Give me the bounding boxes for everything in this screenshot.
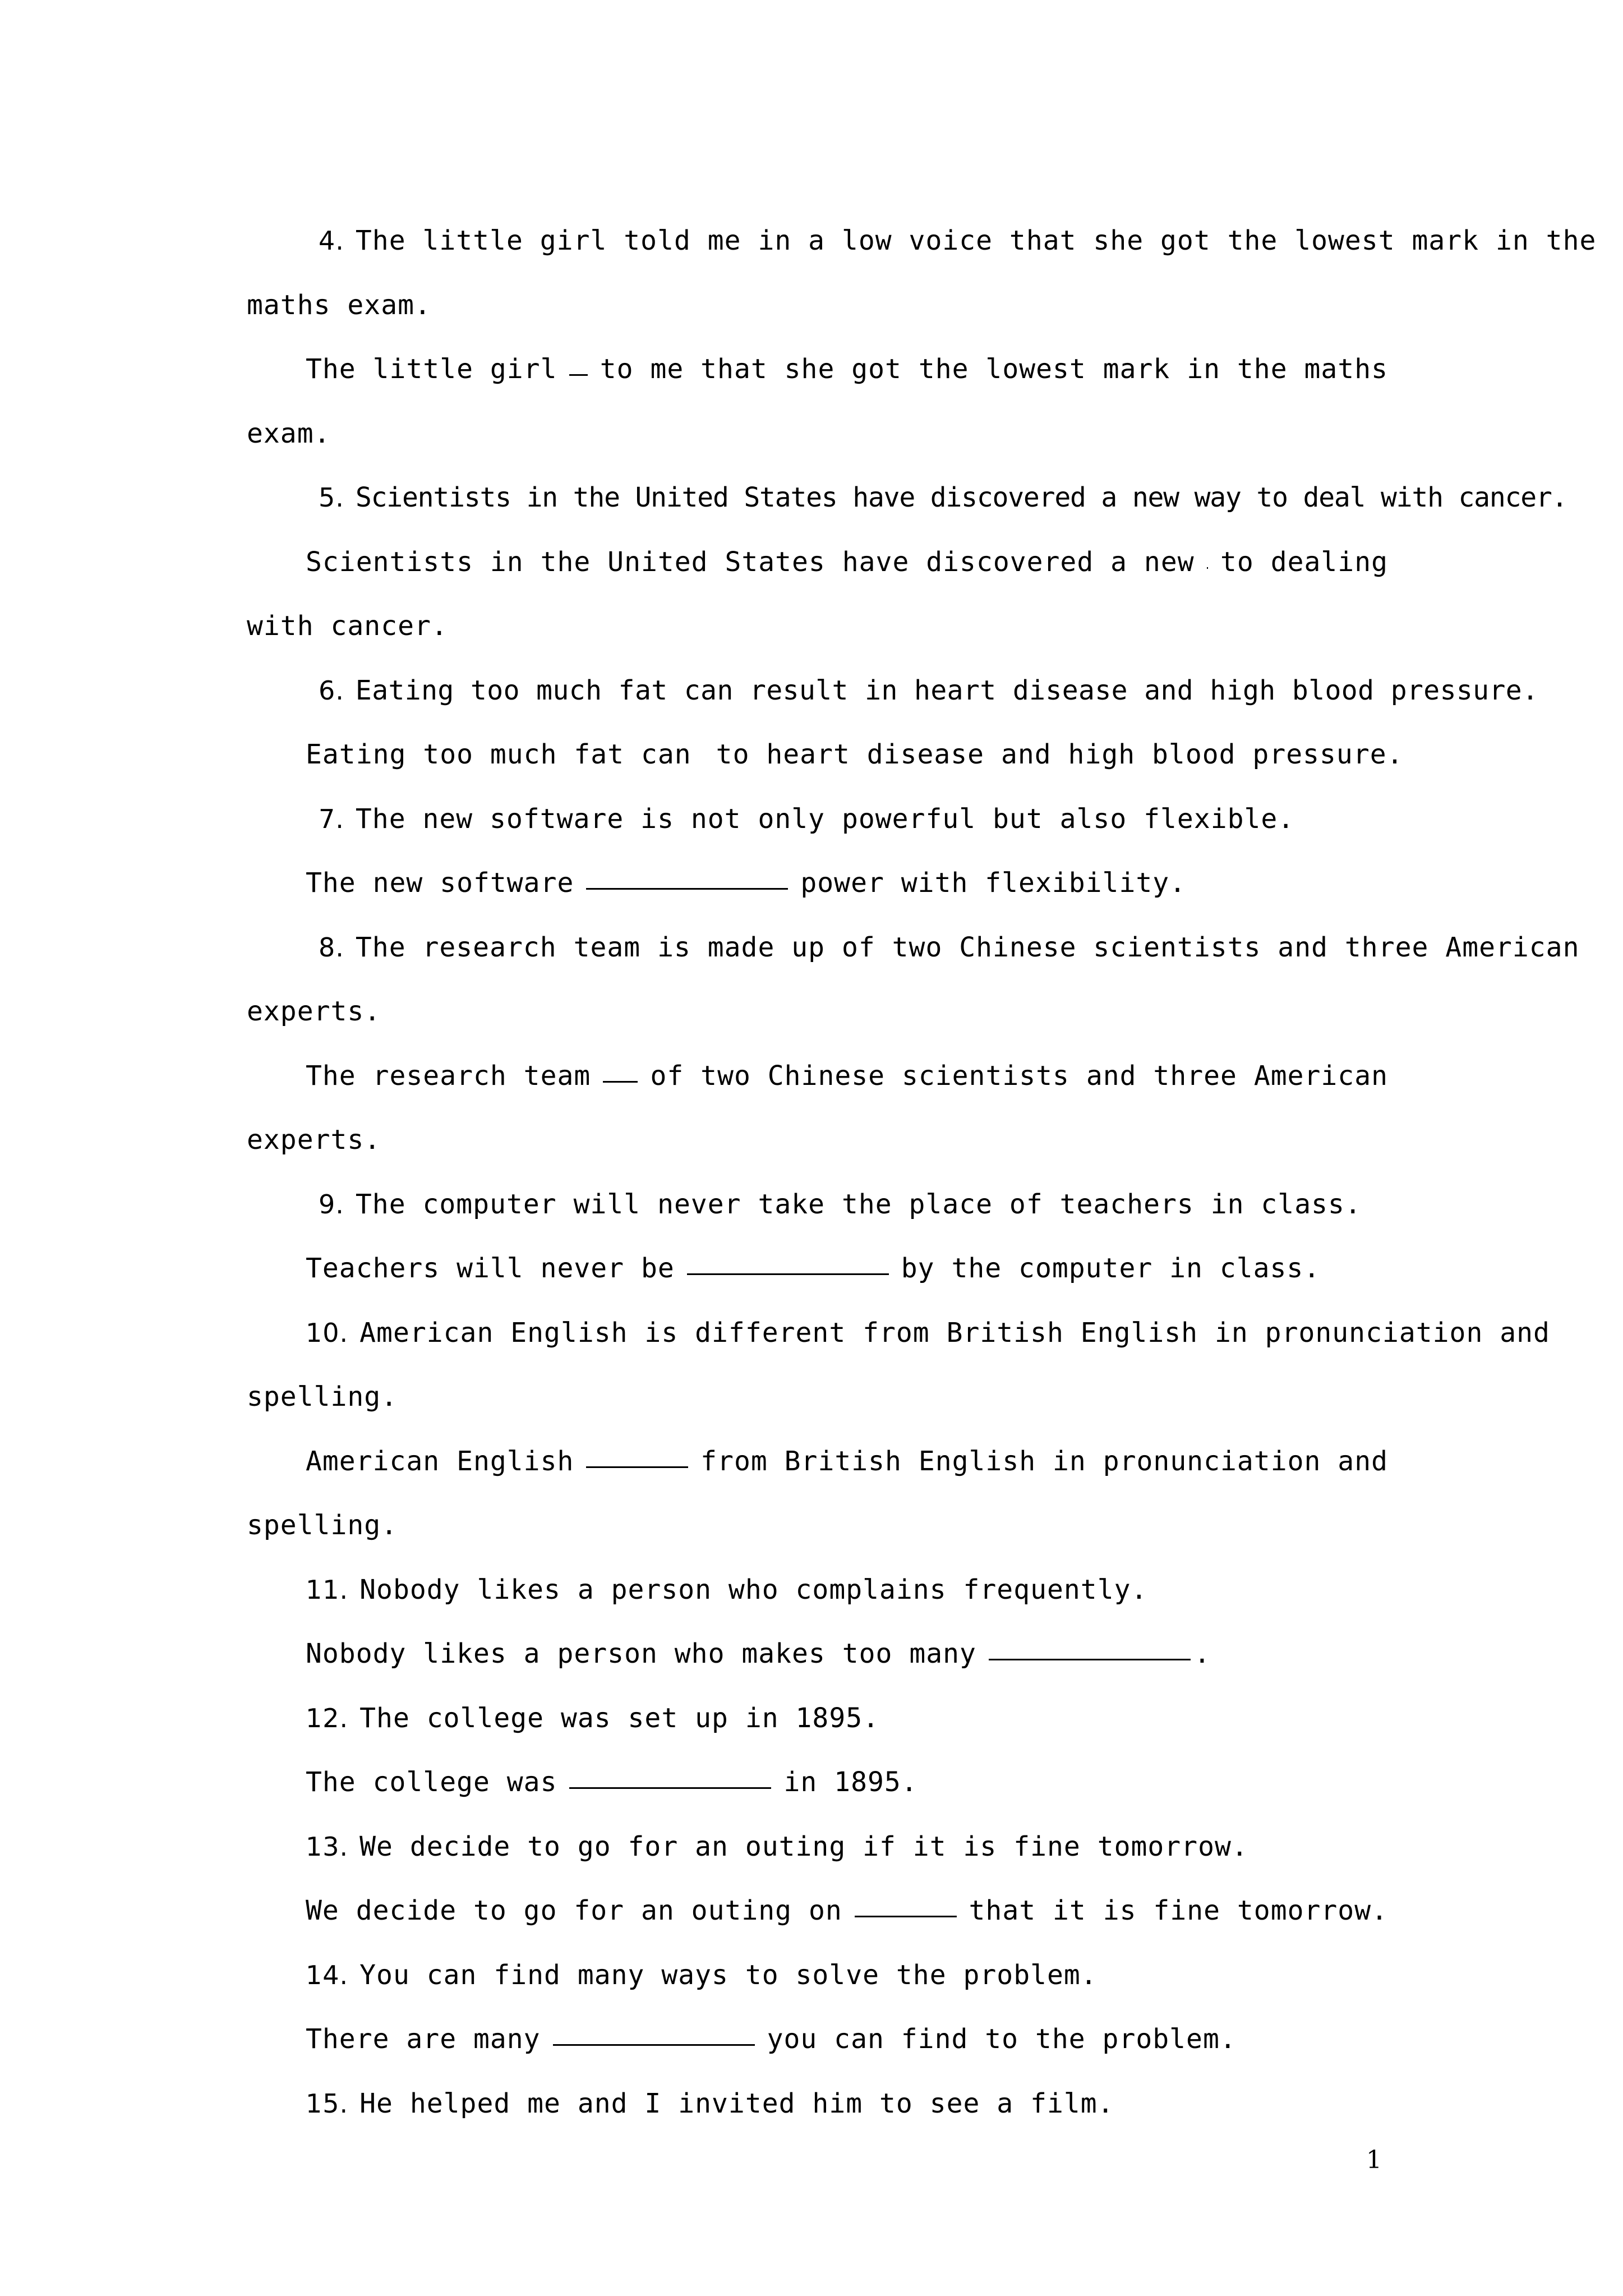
question-15-original (247, 2072, 1388, 2136)
rewrite-text: We decide to go for an outing on (306, 1895, 842, 1926)
exercise-list (247, 209, 1597, 2136)
page-number: 1 (1366, 2146, 1382, 2174)
question-text: The new software is not only powerful but also flexible. (355, 803, 1295, 835)
question-4-rewrite-line-2 (247, 402, 1388, 466)
question-text: experts. (247, 996, 381, 1027)
rewrite-text: Teachers will never be (306, 1253, 675, 1284)
question-text: Eating too much fat can result in heart disease and high blood pressure. (355, 674, 1539, 706)
rewrite-text: in 1895. (783, 1766, 918, 1798)
question-7-original (247, 787, 1388, 852)
rewrite-text: The little girl (306, 353, 557, 385)
rewrite-text: to heart disease and high blood pressure. (716, 739, 1404, 770)
question-text: You can find many ways to solve the problem. (359, 1959, 1098, 1991)
question-number: 9. (319, 1189, 344, 1220)
rewrite-text: you can find to the problem. (767, 2023, 1237, 2055)
question-number: 7. (319, 803, 344, 834)
answer-blank[interactable] (603, 1081, 638, 1083)
question-5-rewrite-line-1 (247, 530, 1388, 595)
rewrite-text: of two Chinese scientists and three American (650, 1060, 1388, 1092)
question-10-rewrite-line-2 (247, 1493, 1388, 1558)
question-12-rewrite (247, 1750, 1388, 1815)
answer-blank[interactable] (569, 1787, 771, 1789)
question-12-original (247, 1686, 1388, 1751)
question-text: The research team is made up of two Chinese scientists and three American (355, 931, 1580, 963)
rewrite-text: The college was (306, 1766, 557, 1798)
rewrite-text: The research team (306, 1060, 591, 1092)
rewrite-text: Scientists in the United States have discovered a new (306, 546, 1195, 578)
question-13-rewrite (247, 1879, 1388, 1943)
question-text: We decide to go for an outing if it is fine tomorrow. (359, 1830, 1248, 1862)
question-4-rewrite-line-1 (247, 337, 1388, 402)
question-text: The college was set up in 1895. (359, 1702, 880, 1734)
question-number: 12. (306, 1703, 349, 1733)
rewrite-text: with cancer. (247, 610, 448, 642)
question-6-rewrite (247, 723, 1404, 787)
question-14-original (247, 1943, 1388, 2008)
question-number: 15. (306, 2088, 349, 2119)
answer-blank[interactable] (1207, 567, 1208, 569)
question-number: 6. (319, 675, 344, 706)
rewrite-text: American English (306, 1445, 574, 1477)
question-4-original-line-1 (247, 209, 1597, 273)
answer-blank[interactable] (687, 1273, 889, 1275)
rewrite-text: that it is fine tomorrow. (969, 1895, 1388, 1926)
question-8-original-line-2 (247, 979, 1388, 1044)
question-9-rewrite (247, 1236, 1388, 1301)
rewrite-text: Nobody likes a person who makes too many (306, 1638, 976, 1669)
rewrite-text: . (1193, 1638, 1211, 1669)
rewrite-text: from British English in pronunciation and (700, 1445, 1388, 1477)
question-9-original (247, 1172, 1388, 1237)
question-8-rewrite-line-1 (247, 1044, 1388, 1108)
question-5-rewrite-line-2 (247, 594, 1388, 659)
question-7-rewrite (247, 851, 1388, 915)
question-text: The computer will never take the place of teachers in class. (355, 1188, 1362, 1220)
question-text: spelling. (247, 1381, 398, 1412)
answer-blank[interactable] (586, 1466, 688, 1468)
rewrite-text: to me that she got the lowest mark in the maths (600, 353, 1388, 385)
question-number: 4. (319, 226, 344, 256)
question-text: The little girl told me in a low voice that she got the lowest mark in the (355, 225, 1597, 256)
rewrite-text: experts. (247, 1124, 381, 1156)
question-number: 14. (306, 1959, 349, 1990)
rewrite-text: Eating too much fat can (306, 739, 691, 770)
question-number: 10. (306, 1317, 349, 1348)
rewrite-text: spelling. (247, 1510, 398, 1541)
question-number: 8. (319, 932, 344, 963)
question-8-original-line-1 (247, 915, 1580, 980)
answer-blank[interactable] (855, 1916, 957, 1917)
question-text: He helped me and I invited him to see a film. (359, 2087, 1114, 2119)
question-number: 5. (319, 482, 344, 513)
question-14-rewrite (247, 2007, 1388, 2072)
question-4-original-line-2 (247, 273, 1388, 338)
question-text: Nobody likes a person who complains frequently. (359, 1573, 1148, 1605)
question-5-original (247, 466, 1567, 530)
question-10-original-line-1 (247, 1301, 1550, 1365)
question-text: maths exam. (247, 289, 431, 321)
rewrite-text: There are many (306, 2023, 541, 2055)
rewrite-text: power with flexibility. (800, 867, 1187, 899)
answer-blank[interactable] (586, 888, 788, 890)
rewrite-text: to dealing (1220, 546, 1388, 578)
rewrite-text: by the computer in class. (901, 1253, 1321, 1284)
question-13-original (247, 1815, 1388, 1879)
rewrite-text: exam. (247, 417, 331, 449)
rewrite-text: The new software (306, 867, 574, 899)
question-number: 11. (306, 1574, 349, 1605)
question-11-rewrite (247, 1622, 1388, 1686)
question-text: American English is different from British English in pronunciation and (359, 1317, 1550, 1349)
question-number: 13. (306, 1831, 349, 1862)
question-text: Scientists in the United States have discovered a new way to deal with cancer. (355, 482, 1567, 513)
question-10-rewrite-line-1 (247, 1429, 1388, 1494)
question-10-original-line-2 (247, 1365, 1388, 1429)
answer-blank[interactable] (569, 374, 587, 376)
answer-blank[interactable] (989, 1659, 1191, 1660)
question-8-rewrite-line-2 (247, 1108, 1388, 1172)
question-11-original (247, 1558, 1388, 1622)
question-6-original (247, 659, 1539, 723)
answer-blank[interactable] (553, 2044, 755, 2046)
